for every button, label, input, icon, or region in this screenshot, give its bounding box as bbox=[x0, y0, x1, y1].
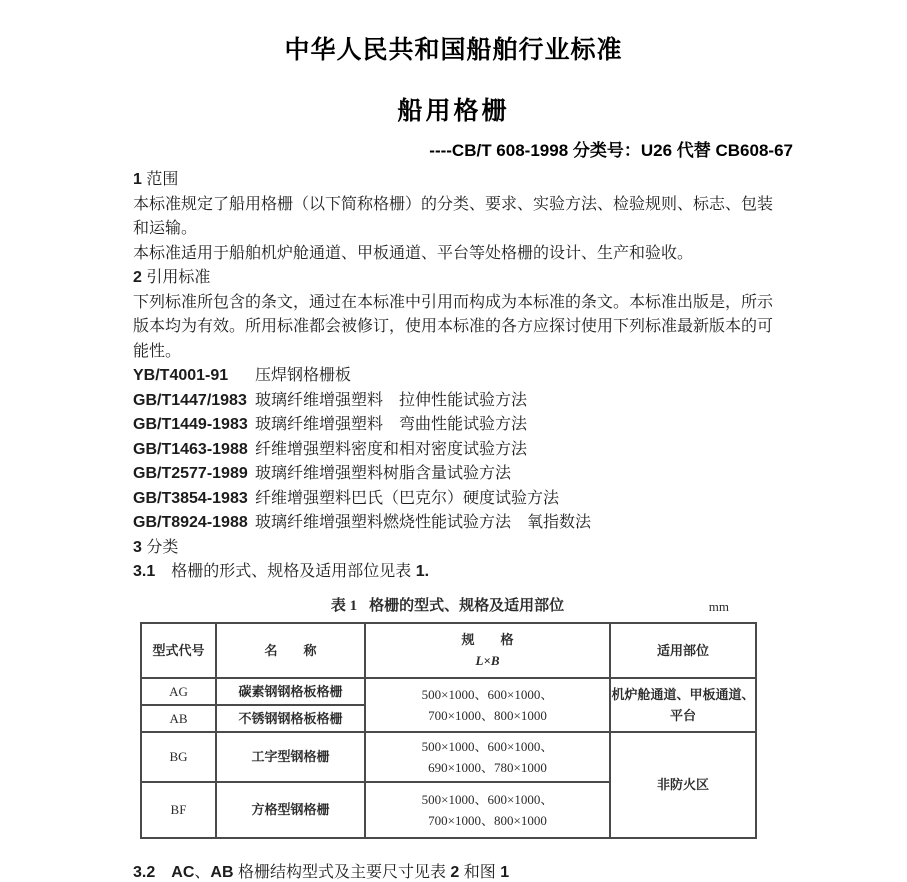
doc-title: 中华人民共和国船舶行业标准 bbox=[284, 36, 623, 64]
reference-item bbox=[133, 511, 793, 536]
reference-code: YB/T4001-91 bbox=[133, 367, 229, 384]
table1-header-name: 名 称 bbox=[216, 623, 365, 678]
cell-spec-bf bbox=[365, 782, 610, 838]
reference-title: 纤维增强塑料巴氏（巴克尔）硬度试验方法 bbox=[255, 489, 560, 507]
cell-application-bg-bf: 非防火区 bbox=[610, 732, 756, 838]
reference-item bbox=[133, 462, 793, 487]
reference-title: 玻璃纤维增强塑料树脂含量试验方法 bbox=[255, 465, 512, 482]
table1 bbox=[140, 622, 757, 839]
spec-line: 500×1000、600×1000、 bbox=[421, 791, 554, 807]
cell-name-bg: 工字型钢格栅 bbox=[216, 732, 365, 782]
scope-paragraph-line: 和运输。 bbox=[133, 220, 198, 237]
table1-header-spec-line1: 规 格 bbox=[461, 632, 514, 647]
reference-code: GB/T1447/1983 bbox=[133, 391, 247, 409]
cell-application-ag-ab bbox=[610, 678, 756, 732]
reference-item bbox=[133, 413, 793, 438]
clause-3-1: 3.1 格栅的形式、规格及适用部位见表 1. bbox=[133, 563, 430, 580]
reference-item bbox=[133, 389, 793, 414]
doc-subtitle: 船用格栅 bbox=[397, 97, 510, 125]
table1-header-application: 适用部位 bbox=[610, 623, 756, 678]
table1-caption-title: 格栅的型式、规格及适用部位 bbox=[369, 597, 565, 614]
references-intro-line: 下列标准所包含的条文，通过在本标准中引用而构成为本标准的条文。本标准出版是，所示 bbox=[133, 293, 774, 311]
references-intro-line: 版本均为有效。所用标准都会被修订，使用本标准的各方应探讨使用下列标准最新版本的可 bbox=[133, 318, 774, 335]
reference-title: 压焊钢格栅板 bbox=[255, 367, 352, 384]
cell-name-ab: 不锈钢钢格板格栅 bbox=[216, 705, 365, 732]
section-heading-classification: 3 分类 bbox=[133, 538, 179, 556]
references-intro-line: 能性。 bbox=[133, 342, 182, 360]
spec-line: 700×1000、800×1000 bbox=[428, 812, 547, 828]
table1-unit: mm bbox=[708, 598, 729, 614]
table1-scan-block bbox=[140, 595, 755, 839]
clause-3-2: 3.2 AC、AB 格栅结构型式及主要尺寸见表 2 和图 1 bbox=[133, 863, 510, 881]
section-heading-references: 2 引用标准 bbox=[133, 269, 211, 286]
spec-line: 690×1000、780×1000 bbox=[428, 759, 547, 775]
reference-code: GB/T2577-1989 bbox=[133, 465, 248, 482]
reference-title: 玻璃纤维增强塑料燃烧性能试验方法 氧指数法 bbox=[255, 514, 592, 531]
reference-code: GB/T3854-1983 bbox=[133, 489, 248, 507]
table1-header-spec-line2: L×B bbox=[475, 653, 500, 668]
table1-header-code: 型式代号 bbox=[141, 623, 216, 678]
reference-title: 纤维增强塑料密度和相对密度试验方法 bbox=[255, 440, 528, 458]
reference-code: GB/T1463-1988 bbox=[133, 440, 248, 458]
cell-code-bf: BF bbox=[141, 782, 216, 838]
table1-caption bbox=[140, 595, 755, 617]
reference-code: GB/T8924-1988 bbox=[133, 514, 248, 531]
application-line: 平台 bbox=[669, 707, 696, 723]
cell-spec-bg bbox=[365, 732, 610, 782]
table-row-bg bbox=[141, 732, 756, 782]
scope-paragraph-line: 本标准规定了船用格栅（以下简称格栅）的分类、要求、实验方法、检验规则、标志、包装 bbox=[133, 195, 774, 213]
reference-title: 玻璃纤维增强塑料 拉伸性能试验方法 bbox=[255, 391, 528, 409]
table-row-ag bbox=[141, 678, 756, 705]
spec-line: 700×1000、800×1000 bbox=[428, 707, 547, 723]
reference-item bbox=[133, 438, 793, 463]
reference-item bbox=[133, 487, 793, 512]
standard-designation: ----CB/T 608-1998 分类号：U26 代替 CB608-67 bbox=[429, 141, 793, 160]
reference-title: 玻璃纤维增强塑料 弯曲性能试验方法 bbox=[255, 416, 528, 433]
cell-name-bf: 方格型钢格栅 bbox=[216, 782, 365, 838]
table1-caption-label: 表 1 bbox=[330, 597, 358, 614]
spec-line: 500×1000、600×1000、 bbox=[421, 738, 554, 754]
spec-line: 500×1000、600×1000、 bbox=[421, 686, 554, 702]
table1-header-row bbox=[141, 623, 756, 678]
scope-paragraph-line: 本标准适用于船舶机炉舱通道、甲板通道、平台等处格栅的设计、生产和验收。 bbox=[133, 244, 694, 262]
section-heading-scope: 1 范围 bbox=[133, 171, 179, 188]
reference-code: GB/T1449-1983 bbox=[133, 416, 248, 433]
cell-name-ag: 碳素钢钢格板格栅 bbox=[216, 678, 365, 705]
table1-header-spec bbox=[365, 623, 610, 678]
application-line: 机炉舱通道、甲板通道、 bbox=[611, 686, 755, 702]
cell-spec-ag-ab bbox=[365, 678, 610, 732]
document-body bbox=[133, 168, 793, 585]
cell-code-bg: BG bbox=[141, 732, 216, 782]
cell-code-ag: AG bbox=[141, 678, 216, 705]
reference-item bbox=[133, 364, 793, 389]
cell-code-ab: AB bbox=[141, 705, 216, 732]
